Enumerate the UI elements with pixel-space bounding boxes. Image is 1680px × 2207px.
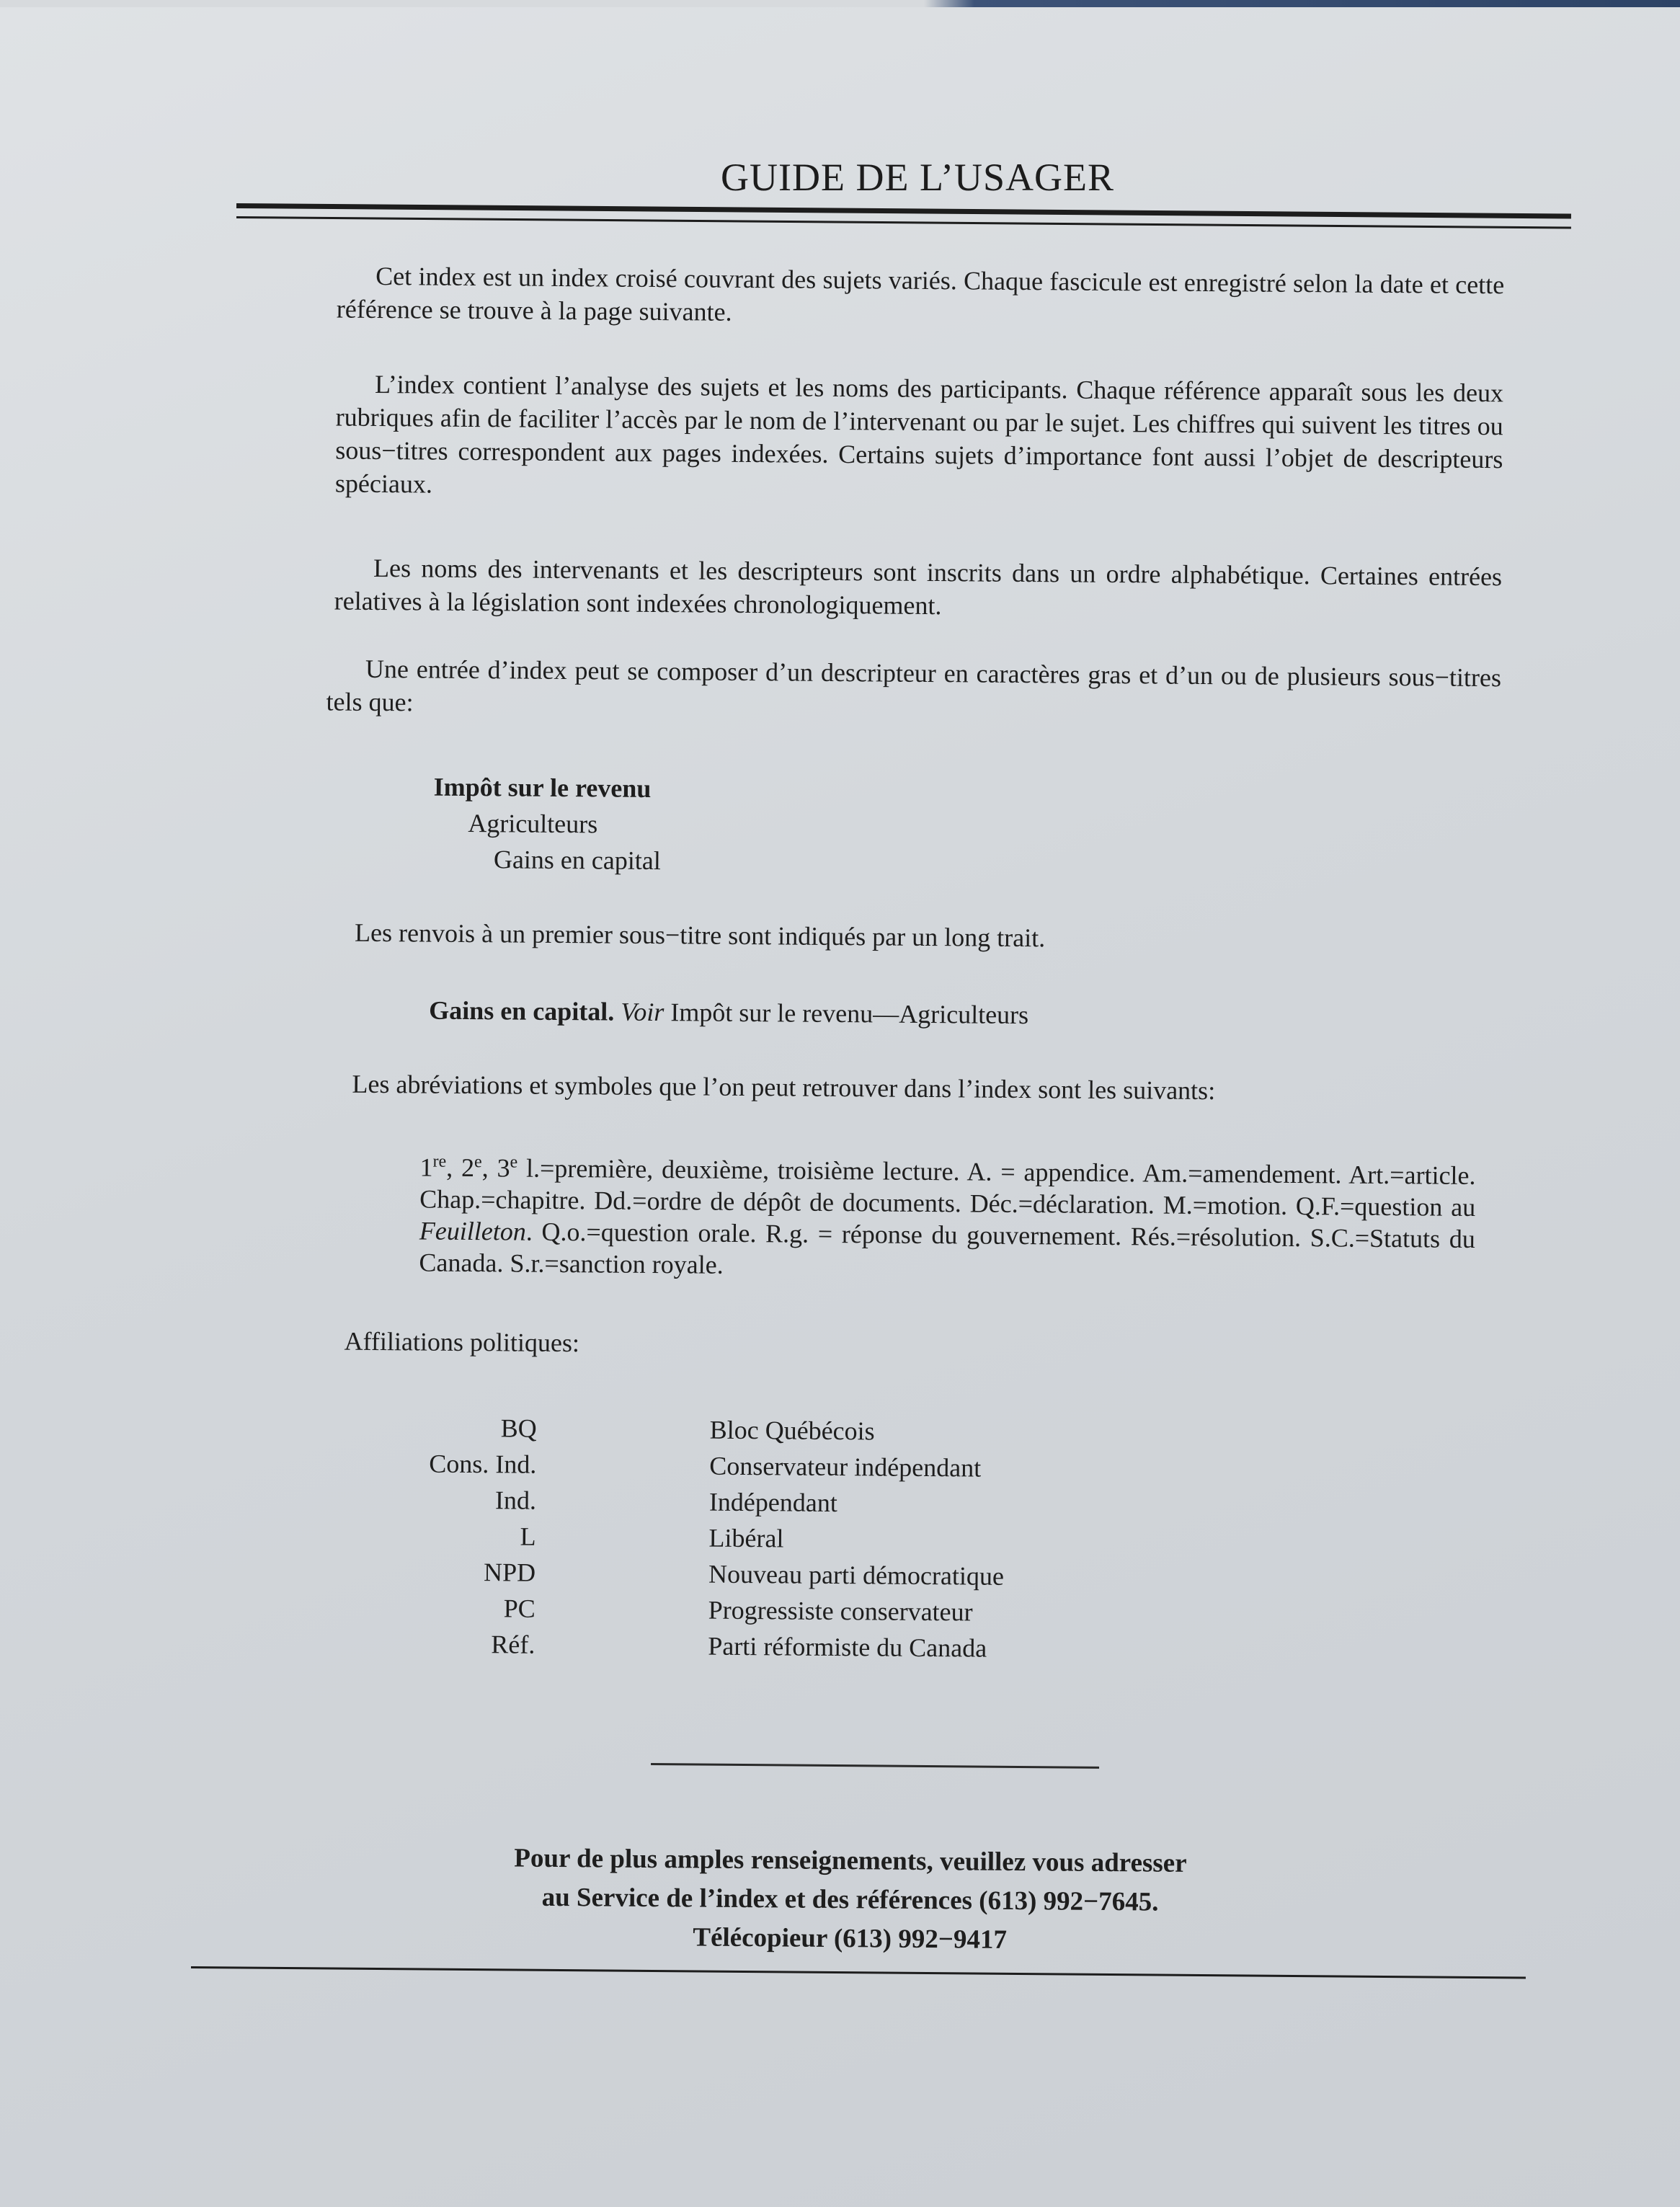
affiliation-name: Parti réformiste du Canada [708, 1631, 987, 1663]
sup-3: e [510, 1153, 518, 1172]
affiliation-name: Bloc Québécois [709, 1415, 875, 1446]
contact-line-2: au Service de l’index et des références (613) 992−7645. [541, 1882, 1159, 1917]
abbreviations-intro: Les abréviations et symboles que l’on peut retrouver dans l’index sont les suivants: [352, 1069, 1216, 1106]
renvoi-voir: Voir [621, 997, 665, 1027]
abbreviations-list: 1re, 2e, 3e l.=première, deuxième, troisième lecture. A. = appendice. Am.=amendement. Art.=article. Chap.=chapitre. Dd.=ordre de dépôt de documents. Déc.=déclaration. M.=motion. Q.F.=question au Feuilleton. Q.o.=question orale. R.g. = réponse du gouvernement. Rés.=résolution. S.C.=Statuts du Canada. S.r.=sanction royale. [419, 1152, 1476, 1279]
sup-2: e [474, 1153, 482, 1172]
separator-rule [651, 1763, 1099, 1769]
renvoi-rest: Impôt sur le revenu—Agriculteurs [670, 998, 1029, 1030]
bottom-rule [191, 1966, 1526, 1979]
page-title: GUIDE DE L’USAGER [721, 156, 1114, 199]
affiliation-name: Conservateur indépendant [709, 1451, 982, 1483]
ord-1: 1 [419, 1153, 433, 1182]
affiliation-code: PC [503, 1594, 535, 1623]
abbreviations-text-a: l.=première, deuxième, troisième lecture. A. = appendice. Am.=amendement. Art.=article. Chap.=chapitre. Dd.=ordre de dépôt de documents. Déc.=déclaration. M.=motion. Q.F.=question au [419, 1153, 1476, 1222]
example-subtitle-1: Agriculteurs [468, 808, 598, 839]
affiliation-code: Réf. [491, 1630, 535, 1659]
feuilleton-italic: Feuilleton [419, 1216, 526, 1246]
affiliations-title: Affiliations politiques: [344, 1326, 580, 1358]
document-page [0, 7, 1680, 2207]
example-subtitle-2: Gains en capital [493, 845, 661, 876]
example-descriptor: Impôt sur le revenu [433, 772, 652, 803]
paragraph-entry: Une entrée d’index peut se composer d’un descripteur en caractères gras et d’un ou de plusieurs sous−titres tels que: [326, 654, 1502, 717]
affiliation-name: Progressiste conservateur [708, 1595, 973, 1627]
title-rule-thick [236, 203, 1571, 219]
abbreviations-text-b: . Q.o.=question orale. R.g. = réponse du gouvernement. Rés.=résolution. S.C.=Statuts du Canada. S.r.=sanction royale. [419, 1217, 1475, 1279]
contact-block [396, 1838, 1305, 1962]
affiliation-code: NPD [483, 1558, 536, 1587]
affiliation-code: BQ [500, 1413, 537, 1443]
affiliation-name: Nouveau parti démocratique [708, 1559, 1005, 1591]
paragraph-order: Les noms des intervenants et les descripteurs sont inscrits dans un ordre alphabétique. Certaines entrées relatives à la législation sont indexées chronologiquement. [334, 553, 1503, 621]
paragraph-intro: Cet index est un index croisé couvrant des sujets variés. Chaque fascicule est enregistré selon la date et cette référence se trouve à la page suivante. [336, 261, 1505, 327]
paragraph-analysis: L’index contient l’analyse des sujets et les noms des participants. Chaque référence apparaît sous les deux rubriques afin de faciliter l’accès par le nom de l’intervenant ou par le sujet. Les chiffres qui suivent les titres ou sous−titres correspondent aux pages indexées. Certains sujets d’importance font aussi l’objet de descripteurs spéciaux. [334, 369, 1504, 499]
sup-1: re [432, 1152, 447, 1171]
affiliation-codes [383, 1409, 537, 1663]
affiliation-name: Indépendant [708, 1487, 838, 1518]
ord-2: 2 [461, 1153, 475, 1183]
renvoi-bold: Gains en capital. [429, 995, 615, 1026]
title-rule-thin [236, 216, 1571, 229]
contact-line-3: Télécopieur (613) 992−9417 [693, 1922, 1008, 1955]
affiliation-name: Libéral [708, 1523, 784, 1553]
contact-line-1: Pour de plus amples renseignements, veuillez vous adresser [514, 1843, 1187, 1878]
affiliation-code: Ind. [494, 1486, 537, 1515]
renvoi-example [429, 995, 1028, 1031]
renvois-text: Les renvois à un premier sous−titre sont indiqués par un long trait. [354, 918, 1046, 953]
affiliation-code: L [520, 1522, 536, 1551]
affiliation-code: Cons. Ind. [429, 1449, 537, 1479]
ord-3: 3 [497, 1153, 510, 1183]
affiliation-names [708, 1412, 1005, 1666]
